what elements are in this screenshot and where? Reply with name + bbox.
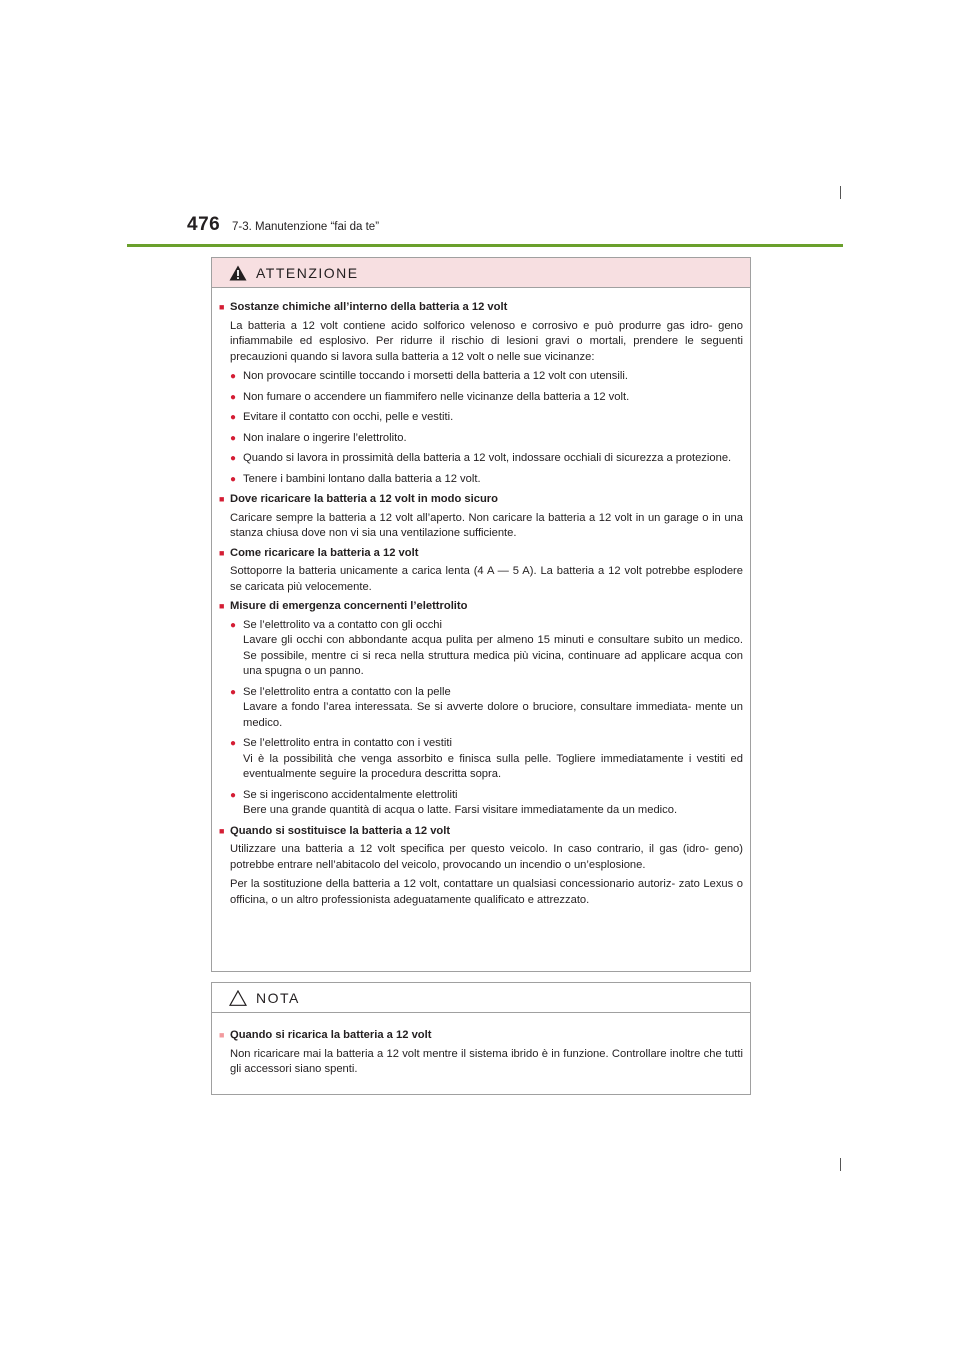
section-text: La batteria a 12 volt contiene acido solforico velenoso e corrosivo e può produrre gas idro- geno infiammabile ed esplosivo. Per ridurre il rischio di lesioni gravi o mortali, prendere le seguenti precauzioni quando si lavora sulla batteria a 12 volt o nelle sue vicinanze: <box>230 319 743 363</box>
section-heading: ■ Misure di emergenza concernenti l’elettrolito <box>219 599 743 615</box>
list-item: ● Non inalare o ingerire l’elettrolito. <box>230 431 743 447</box>
square-marker-icon: ■ <box>219 1030 225 1040</box>
caution-triangle-outline-icon <box>229 990 247 1006</box>
square-marker-icon: ■ <box>219 825 225 836</box>
note-content <box>212 1013 750 1078</box>
crop-mark-bottom <box>840 1158 841 1171</box>
bullet-icon: ● <box>230 412 237 423</box>
warning-content <box>212 288 750 908</box>
section-heading: ■ Quando si sostituisce la batteria a 12 volt <box>219 824 743 840</box>
bullet-icon: ● <box>230 686 237 698</box>
warning-box <box>211 257 751 972</box>
bullet-icon: ● <box>230 391 237 403</box>
square-marker-icon: ■ <box>219 302 225 312</box>
bullet-icon: ● <box>230 789 237 801</box>
header-rule <box>127 244 843 247</box>
section-heading: ■ Sostanze chimiche all’interno della batteria a 12 volt <box>219 300 743 316</box>
bullet-icon: ● <box>230 432 237 444</box>
list-item: ● Evitare il contatto con occhi, pelle e vestiti. <box>230 410 743 426</box>
section-text: Caricare sempre la batteria a 12 volt all’aperto. Non caricare la batteria a 12 volt in un garage o in una stanza chiusa dove non vi sia una ventilazione sufficiente. <box>230 511 743 539</box>
list-item: ● Non provocare scintille toccando i morsetti della batteria a 12 volt con utensili. <box>230 369 743 385</box>
warning-triangle-icon <box>229 265 247 281</box>
page-number: 476 <box>187 214 221 235</box>
square-marker-icon: ■ <box>219 494 225 504</box>
section-heading: ■ Quando si ricarica la batteria a 12 volt <box>219 1028 743 1044</box>
list-item: ● Se l’elettrolito entra a contatto con la pelle Lavare a fondo l’area interessata. Se si avverte dolore o bruciore, consultare immediata- mente un medico. <box>230 685 743 732</box>
crop-mark-top <box>840 186 841 199</box>
section-heading: ■ Dove ricaricare la batteria a 12 volt in modo sicuro <box>219 492 743 508</box>
note-box <box>211 982 751 1095</box>
list-item: ● Se si ingeriscono accidentalmente elettroliti Bere una grande quantità di acqua o latte. Farsi visitare immediatamente da un medico. <box>230 788 743 819</box>
list-item: ● Non fumare o accendere un fiammifero nelle vicinanze della batteria a 12 volt. <box>230 390 743 406</box>
section-text: Sottoporre la batteria unicamente a carica lenta (4 A — 5 A). La batteria a 12 volt potrebbe esplodere se caricata più velocemente. <box>230 565 743 593</box>
note-title: NOTA <box>256 989 300 1006</box>
list-item: ● Se l’elettrolito entra in contatto con i vestiti Vi è la possibilità che venga assorbito e finisca sulla pelle. Togliere immediatamente i vestiti ed eventualmente seguire la procedura descritta sopra. <box>230 736 743 783</box>
section-text: Utilizzare una batteria a 12 volt specifica per questo veicolo. In caso contrario, il gas (idro- geno) potrebbe entrare nell’abitacolo del veicolo, provocando un incendio o un’esplosione. <box>230 843 743 871</box>
bullet-icon: ● <box>230 453 237 464</box>
section-title: 7-3. Manutenzione “fai da te” <box>232 221 380 233</box>
warning-title: ATTENZIONE <box>256 264 359 281</box>
square-marker-icon: ■ <box>219 547 225 558</box>
square-marker-icon: ■ <box>219 601 225 611</box>
list-item: ● Tenere i bambini lontano dalla batteria a 12 volt. <box>230 472 743 488</box>
bullet-icon: ● <box>230 473 237 485</box>
list-item: ● Quando si lavora in prossimità della batteria a 12 volt, indossare occhiali di sicurezza a protezione. <box>230 451 743 467</box>
bullet-icon: ● <box>230 619 237 631</box>
section-text: Per la sostituzione della batteria a 12 volt, contattare un qualsiasi concessionario autoriz- zato Lexus o officina, o un altro professionista adeguatamente qualificato e attrezzato. <box>230 878 743 906</box>
section-heading: ■ Come ricaricare la batteria a 12 volt <box>219 546 743 562</box>
section-text: Non ricaricare mai la batteria a 12 volt mentre il sistema ibrido è in funzione. Controllare inoltre che tutti gli accessori siano spenti. <box>230 1047 743 1075</box>
list-item: ● Se l’elettrolito va a contatto con gli occhi Lavare gli occhi con abbondante acqua pulita per almeno 15 minuti e consultare subito un medico. Se possibile, mentre ci si reca nella struttura medica più vicina, continuare ad applicare acqua con una spugna o un panno. <box>230 618 743 680</box>
warning-header <box>212 258 750 288</box>
bullet-icon: ● <box>230 738 237 749</box>
note-header <box>212 983 750 1013</box>
bullet-icon: ● <box>230 371 237 382</box>
